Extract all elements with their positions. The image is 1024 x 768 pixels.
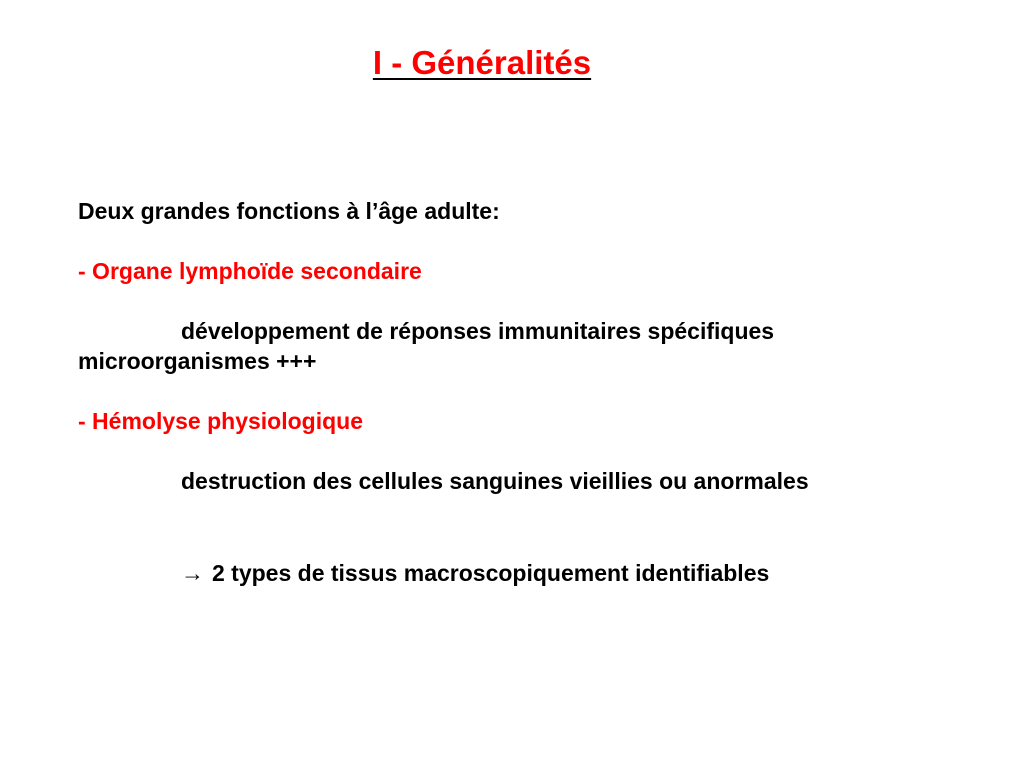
slide-title	[0, 44, 1024, 82]
intro-text: Deux grandes fonctions à l’âge adulte:	[78, 198, 500, 224]
function-2-detail: destruction des cellules sanguines vieillies ou anormales	[181, 468, 809, 494]
function-1-detail-line-2: microorganismes +++	[78, 348, 317, 374]
function-2-heading: - Hémolyse physiologique	[78, 408, 363, 434]
conclusion-text: 2 types de tissus macroscopiquement identifiables	[212, 560, 770, 586]
function-1-detail	[78, 316, 988, 376]
slide-title-text: I - Généralités	[372, 44, 592, 81]
function-1-heading: - Organe lymphoïde secondaire	[78, 258, 422, 284]
slide-body	[78, 196, 988, 618]
conclusion-line	[78, 558, 988, 588]
right-arrow-icon: →	[181, 560, 204, 586]
function-1-detail-line-1: développement de réponses immunitaires spécifiques	[181, 318, 775, 344]
